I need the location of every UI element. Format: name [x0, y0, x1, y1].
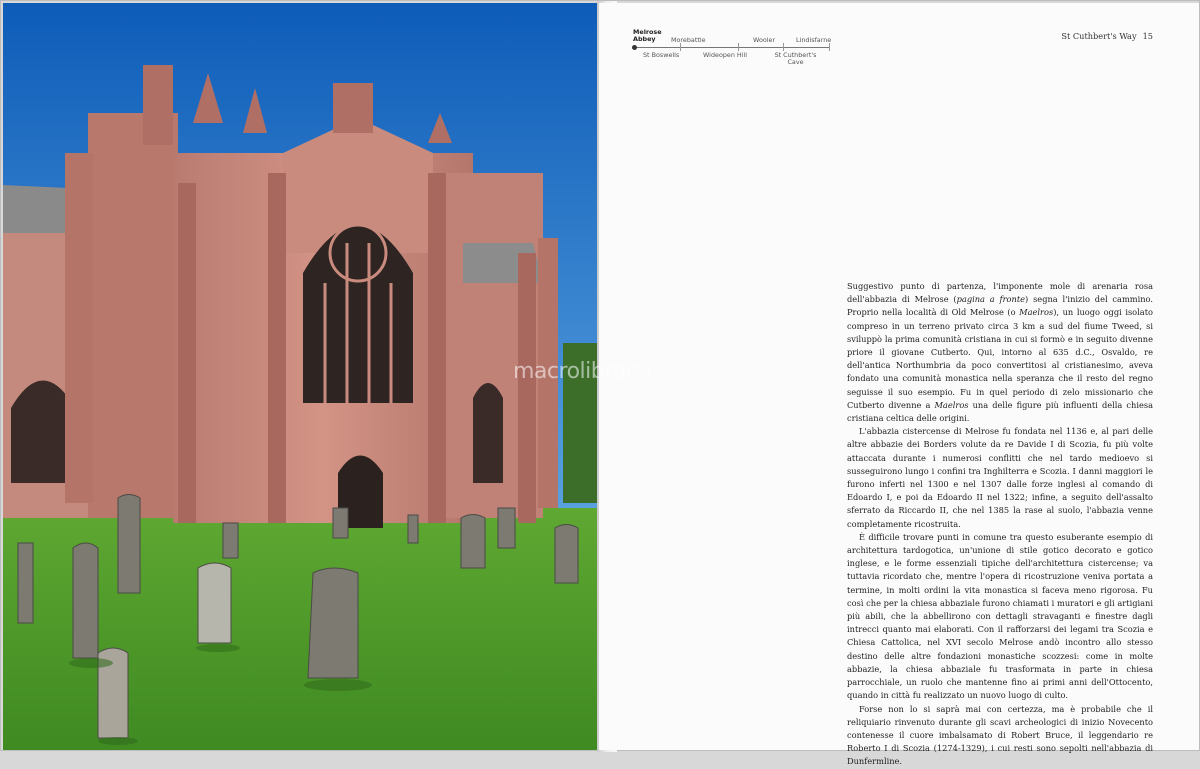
body-paragraph	[847, 425, 1153, 531]
body-paragraph	[847, 703, 1153, 769]
paragraph-text: ), un luogo oggi isolato compreso in un terreno privato circa 3 km a sud del fiume Tweed, si sviluppò la prima comunità cristiana in cui si formò e in seguito divenne priore il giovane Cutberto. Qui, intorno al 635 d.C., Osvaldo, re dell'antica Northumbria da poco convertitosi al cristianesimo, aveva fondato una comunità monastica nella speranza che il resto del regno seguisse il suo esempio. Fu in quel periodo di zelo missionario che Cutberto divenne a	[847, 307, 1153, 410]
route-start-marker	[632, 45, 637, 50]
paragraph-text: una delle figure più influenti della chiesa cristiana celtica delle origini.	[847, 399, 1154, 424]
body-paragraph	[847, 280, 1153, 425]
paragraph-text: Forse non lo si saprà mai con certezza, ma è probabile che il reliquiario rinvenuto durante gli scavi archeologici di inizio Novecento contenesse il cuore imbalsamato di Robert Bruce, il leggendario re Roberto I di Scozia (1274-1329), i cui resti sono sepolti nell'abbazia di Dunfermline.	[847, 703, 1153, 767]
route-stop-label: St Boswells	[643, 51, 680, 59]
route-tick	[783, 43, 784, 51]
paragraph-text: È difficile trovare punti in comune tra questo esuberante esempio di architettura tardogotica, un'unione di stile gotico decorato e gotico inglese, e le forme essenziali tipiche dell'architettura cistercense; va tuttavia ricordato che, mentre l'opera di ricostruzione veniva portata a termine, in molti ordini la vita monastica si faceva meno rigorosa. Fu così che per la chiesa abbaziale furono chiamati i muratori e gli artigiani più abili, che la abbellirono con dettagli stravaganti e finestre dagli intrecci quanto mai elaborati. Con il rafforzarsi dei legami tra Scozia e Chiesa Cattolica, nel XVI secolo Melrose andò incontro allo stesso destino delle altre fondazioni monastiche scozzesi: come in molte abbazie, la chiesa abbaziale fu trasformata in parte in chiesa parrocchiale, un ruolo che mantenne fino ai primi anni dell'Ottocento, quando in città fu realizzato un nuovo luogo di culto.	[847, 531, 1153, 701]
text-page	[599, 3, 1199, 767]
watermark	[513, 359, 651, 384]
italic-text: Maelros	[1019, 307, 1054, 318]
paragraph-text: L'abbazia cistercense di Melrose fu fondata nel 1136 e, al pari delle altre abbazie dei Borders volute da re Davide I di Scozia, fu più volte attaccata durante i numerosi conflitti che nel tardo medioevo si susseguirono lungo i confini tra Inghilterra e Scozia. I danni maggiori le furono inferti nel 1300 e nel 1307 dalle forze inglesi al comando di Edoardo I, e poi da Edoardo II nel 1322; infine, a seguito dell'assalto sferrato da Riccardo II, che nel 1385 la rase al suolo, l'abbazia venne completamente ricostruita.	[847, 426, 1153, 529]
abbey-photo	[3, 3, 597, 750]
route-tick	[738, 43, 739, 51]
italic-text: pagina a fronte	[956, 294, 1026, 305]
route-line	[634, 47, 830, 48]
route-stop-label: Wooler	[753, 36, 776, 44]
route-stop-label: Wideopen Hill	[703, 51, 748, 59]
route-tick	[680, 43, 681, 51]
paragraph-text: ) segna l'inizio del cammino. Proprio nella località di Old Melrose (o	[847, 294, 1154, 318]
running-head	[1061, 31, 1153, 41]
route-stop-label: Morebattle	[671, 36, 706, 44]
running-head-title: St Cuthbert's Way	[1061, 31, 1137, 41]
body-text	[847, 280, 1153, 769]
route-tick	[829, 43, 830, 51]
body-paragraph	[847, 531, 1153, 703]
route-map	[633, 27, 833, 69]
page-number: 15	[1142, 31, 1153, 41]
italic-text: Maelros	[934, 399, 969, 410]
route-stop-label: St Cuthbert's Cave	[774, 51, 817, 66]
route-stop-label: Lindisfarne	[796, 36, 832, 44]
route-stop-label: Melrose Abbey	[633, 28, 662, 43]
paragraph-text: Suggestivo punto di partenza, l'imponente mole di arenaria rosa dell'abbazia di Melrose (	[847, 281, 1153, 305]
watermark-text: macrolibrarsi	[513, 359, 651, 384]
